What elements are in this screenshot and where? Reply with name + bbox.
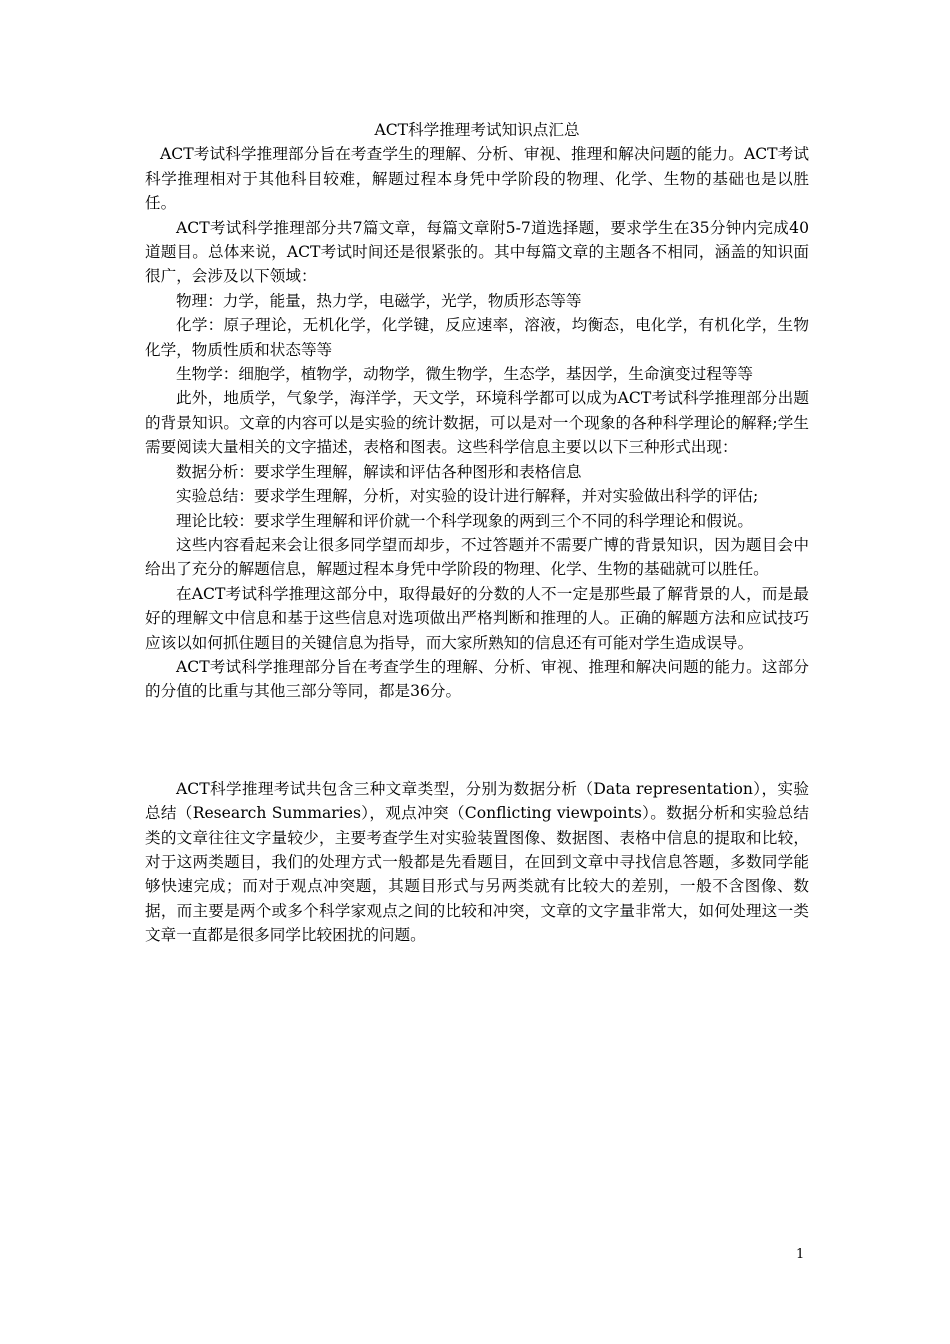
- paragraph-theory-comparison: 理论比较：要求学生理解和评价就一个科学现象的两到三个不同的科学理论和假说。: [176, 511, 753, 530]
- paragraph-article-types: ACT科学推理考试共包含三种文章类型，分别为数据分析（Data representation），实验总结（Research Summaries），观点冲突（Conflicting viewpoints）。数据分析和实验总结类的文章往往文字量较少，主要考查学生对实验装置图像、数据图、表格中信息的提取和比较，对于这两类题目，我们的处理方式一般都是先看题目，在回到文章中寻找信息答题，多数同学能够快速完成；而对于观点冲突题，其题目形式与另两类就有比较大的差别，一般不含图像、数据，而主要是两个或多个科学家观点之间的比较和冲突，文章的文字量非常大，如何处理这一类文章一直都是很多同学比较困扰的问题。: [145, 779, 809, 945]
- paragraph-chemistry: 化学：原子理论，无机化学，化学键，反应速率，溶液，均衡态，电化学，有机化学，生物化学，物质性质和状态等等: [145, 316, 809, 359]
- paragraph-score-weight: ACT考试科学推理部分旨在考查学生的理解、分析、审视、推理和解决问题的能力。这部分的分值的比重与其他三部分等同，都是36分。: [145, 657, 809, 701]
- paragraph-best-scorers: 在ACT考试科学推理这部分中，取得最好的分数的人不一定是那些最了解背景的人，而是最好的理解文中信息和基于这些信息对选项做出严格判断和推理的人。正确的解题方法和应试技巧应该以如何抓住题目的关键信息为指导，而大家所熟知的信息还有可能对学生造成误导。: [145, 584, 809, 652]
- document-title: ACT科学推理考试知识点汇总: [374, 121, 580, 139]
- paragraph-intro: ACT考试科学推理部分旨在考查学生的理解、分析、审视、推理和解决问题的能力。ACT考试科学推理相对于其他科目较难，解题过程本身凭中学阶段的物理、化学、生物的基础也是以胜任。: [145, 145, 809, 213]
- paragraph-biology: 生物学：细胞学，植物学，动物学，微生物学，生态学，基因学，生命演变过程等等: [176, 365, 753, 384]
- paragraph-structure: ACT考试科学推理部分共7篇文章，每篇文章附5-7道选择题，要求学生在35分钟内完成40道题目。总体来说，ACT考试时间还是很紧张的。其中每篇文章的主题各不相同，涵盖的知识面很广，会涉及以下领域：: [145, 218, 809, 286]
- section-gap: [145, 704, 809, 777]
- paragraph-physics: 物理：力学，能量，热力学，电磁学，光学，物质形态等等: [176, 291, 582, 310]
- page-number: 1: [796, 1247, 805, 1262]
- paragraph-encouragement: 这些内容看起来会让很多同学望而却步，不过答题并不需要广博的背景知识，因为题目会中给出了充分的解题信息，解题过程本身凭中学阶段的物理、化学、生物的基础就可以胜任。: [145, 535, 809, 579]
- document-page: [145, 118, 809, 948]
- paragraph-data-analysis: 数据分析：要求学生理解，解读和评估各种图形和表格信息: [176, 462, 582, 481]
- paragraph-experiment-summary: 实验总结：要求学生理解，分析，对实验的设计进行解释，并对实验做出科学的评估;: [176, 487, 759, 506]
- paragraph-other-fields: 此外，地质学，气象学，海洋学，天文学，环境科学都可以成为ACT考试科学推理部分出题的背景知识。文章的内容可以是实验的统计数据，可以是对一个现象的各种科学理论的解释;学生需要阅读大量相关的文字描述，表格和图表。这些科学信息主要以以下三种形式出现：: [145, 389, 809, 457]
